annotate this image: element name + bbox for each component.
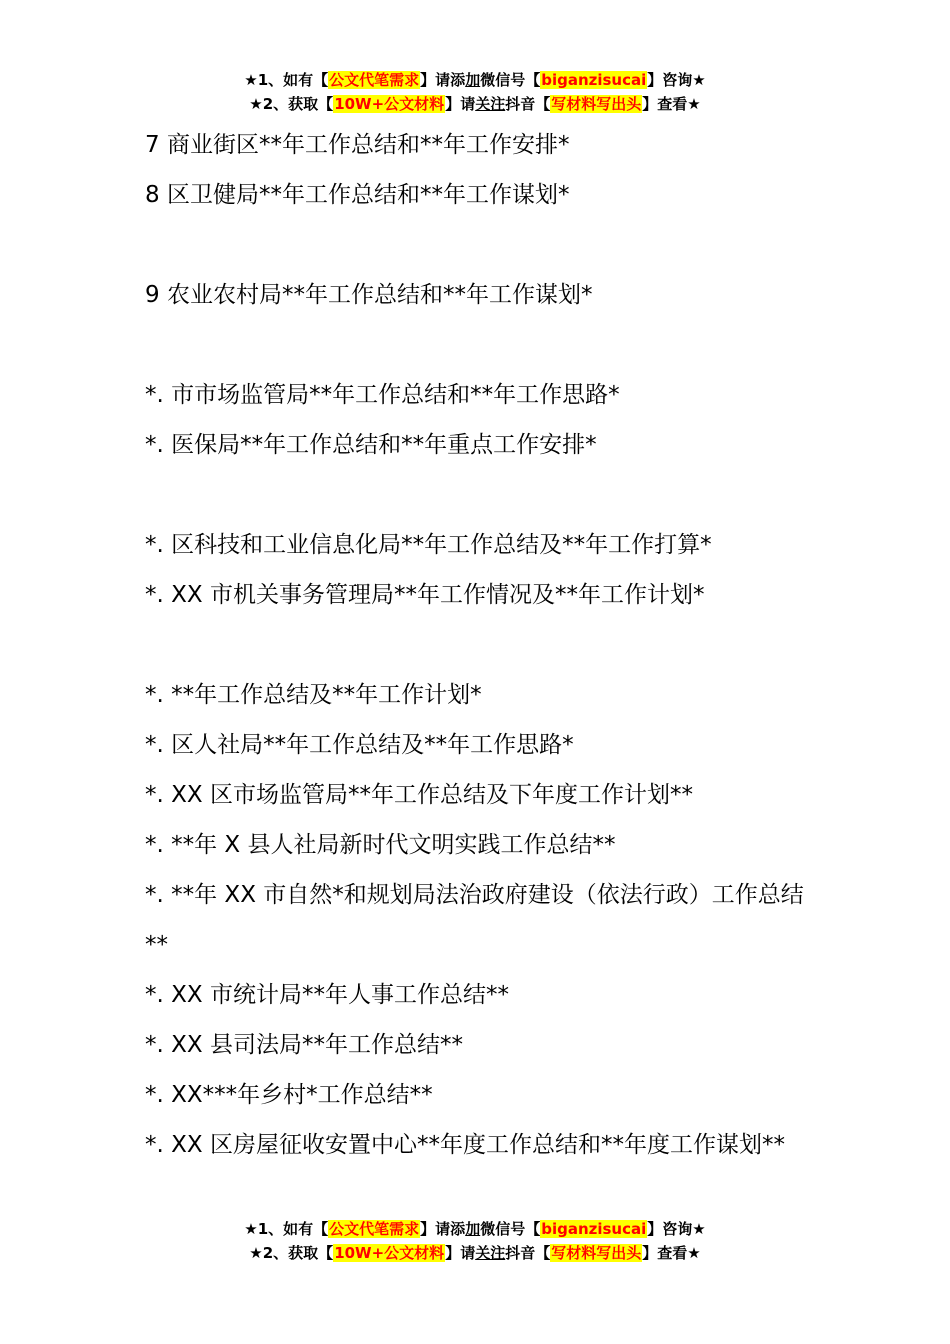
- footer-banner: [0, 1217, 950, 1265]
- highlight-douyin: 写材料写出头: [551, 1244, 642, 1262]
- list-item: *. XX***年乡村*工作总结**: [145, 1082, 433, 1108]
- highlight-wechat-id: biganzisucai: [541, 71, 647, 89]
- list-item: *. 区科技和工业信息化局**年工作总结及**年工作打算*: [145, 532, 712, 558]
- banner-line-1: ★1、如有【公文代笔需求】请添加微信号【biganzisucai】咨询★: [244, 1220, 706, 1238]
- highlight-materials: 10W+公文材料: [334, 1244, 445, 1262]
- list-item: 8 区卫健局**年工作总结和**年工作谋划*: [145, 182, 570, 208]
- list-item: *. XX 市统计局**年人事工作总结**: [145, 982, 509, 1008]
- list-item: *. 医保局**年工作总结和**年重点工作安排*: [145, 432, 597, 458]
- list-item: *. **年工作总结及**年工作计划*: [145, 682, 482, 708]
- highlight-service: 公文代笔需求: [329, 1220, 420, 1238]
- list-item: *. XX 区市场监管局**年工作总结及下年度工作计划**: [145, 782, 693, 808]
- blank-line: [145, 320, 815, 370]
- blank-line: [145, 620, 815, 670]
- highlight-service: 公文代笔需求: [329, 71, 420, 89]
- list-item: 7 商业街区**年工作总结和**年工作安排*: [145, 132, 570, 158]
- list-item: *. XX 县司法局**年工作总结**: [145, 1032, 463, 1058]
- list-item: *. **年 X 县人社局新时代文明实践工作总结**: [145, 832, 616, 858]
- highlight-wechat-id: biganzisucai: [541, 1220, 647, 1238]
- list-item: *. XX 区房屋征收安置中心**年度工作总结和**年度工作谋划**: [145, 1132, 785, 1158]
- list-item: *. XX 市机关事务管理局**年工作情况及**年工作计划*: [145, 582, 705, 608]
- header-banner: [0, 68, 950, 116]
- document-body: [145, 120, 815, 1170]
- banner-line-2: ★2、获取【10W+公文材料】请关注抖音【写材料写出头】查看★: [249, 1244, 701, 1262]
- list-item: *. 区人社局**年工作总结及**年工作思路*: [145, 732, 574, 758]
- list-item: *. 市市场监管局**年工作总结和**年工作思路*: [145, 382, 620, 408]
- highlight-douyin: 写材料写出头: [551, 95, 642, 113]
- blank-line: [145, 470, 815, 520]
- list-item: 9 农业农村局**年工作总结和**年工作谋划*: [145, 282, 593, 308]
- banner-line-2: ★2、获取【10W+公文材料】请关注抖音【写材料写出头】查看★: [249, 95, 701, 113]
- list-item: *. **年 XX 市自然*和规划局法治政府建设（依法行政）工作总结**: [145, 882, 804, 958]
- banner-line-1: ★1、如有【公文代笔需求】请添加微信号【biganzisucai】咨询★: [244, 71, 706, 89]
- highlight-materials: 10W+公文材料: [334, 95, 445, 113]
- blank-line: [145, 220, 815, 270]
